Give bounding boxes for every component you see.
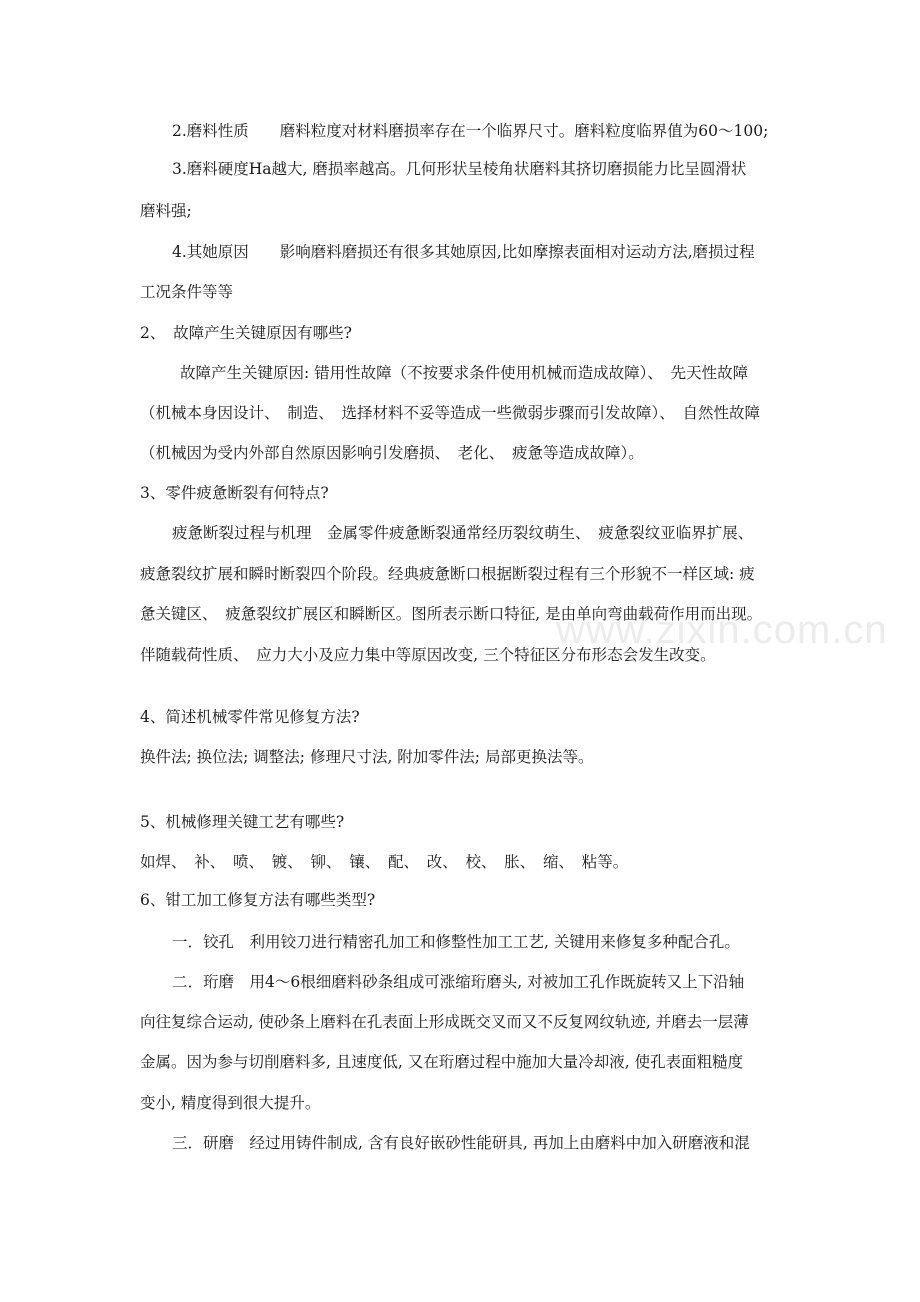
paragraph-line-22: 向往复综合运动, 使砂条上磨料在孔表面上形成既交叉而又不反复网纹轨迹, 并磨去一层薄 xyxy=(140,1013,749,1031)
paragraph-line-12: 疲惫裂纹扩展和瞬时断裂四个阶段。经典疲惫断口根据断裂过程有三个形貌不一样区域: 疲 xyxy=(140,565,755,583)
question-heading-5: 5、机械修理关键工艺有哪些? xyxy=(140,813,345,831)
paragraph-line-16: 换件法; 换位法; 调整法; 修理尺寸法, 附加零件法; 局部更换法等。 xyxy=(140,748,594,766)
paragraph-line-5: 工况条件等等 xyxy=(140,283,234,301)
paragraph-line-21: 二．珩磨 用4～6根细磨料砂条组成可涨缩珩磨头, 对被加工孔作既旋转又上下沿轴 xyxy=(172,973,745,991)
paragraph-line-3: 磨料强; xyxy=(140,202,192,220)
watermark-text: www.zixin.com.cn xyxy=(556,608,888,652)
paragraph-line-24: 变小, 精度得到很大提升。 xyxy=(140,1094,321,1112)
paragraph-line-4: 4.其她原因 影响磨料磨损还有很多其她原因,比如摩擦表面相对运动方法,磨损过程 xyxy=(172,243,755,261)
paragraph-line-9: （机械因为受内外部自然原因影响引发磨损、 老化、 疲惫等造成故障）。 xyxy=(140,444,644,462)
question-heading-2: 2、 故障产生关键原因有哪些? xyxy=(140,324,352,342)
paragraph-line-8: （机械本身因设计、 制造、 选择材料不妥等造成一些微弱步骤而引发故障）、 自然性故障 xyxy=(140,404,761,422)
paragraph-line-2: 3.磨料硬度Ha越大, 磨损率越高。几何形状呈棱角状磨料其挤切磨损能力比呈圆滑状 xyxy=(172,160,747,178)
question-heading-3: 3、零件疲惫断裂有何特点? xyxy=(140,484,329,502)
paragraph-line-23: 金属。因为参与切削磨料多, 且速度低, 又在珩磨过程中施加大量冷却液, 使孔表面粗糙度 xyxy=(140,1053,744,1071)
paragraph-line-14: 伴随载荷性质、 应力大小及应力集中等原因改变, 三个特征区分布形态会发生改变。 xyxy=(140,646,716,664)
question-heading-6: 6、钳工加工修复方法有哪些类型? xyxy=(140,891,376,909)
paragraph-line-25: 三．研磨 经过用铸件制成, 含有良好嵌砂性能研具, 再加上由磨料中加入研磨液和混 xyxy=(172,1134,750,1152)
paragraph-line-13: 惫关键区、 疲惫裂纹扩展区和瞬断区。图所表示断口特征, 是由单向弯曲载荷作用而出现。 xyxy=(140,605,763,623)
paragraph-line-18: 如焊、 补、 喷、 镀、 铆、 镶、 配、 改、 校、 胀、 缩、 粘等。 xyxy=(140,853,629,871)
paragraph-line-20: 一．铰孔 利用铰刀进行精密孔加工和修整性加工工艺, 关键用来修复多种配合孔。 xyxy=(172,933,740,951)
paragraph-line-11: 疲惫断裂过程与机理 金属零件疲惫断裂通常经历裂纹萌生、 疲惫裂纹亚临界扩展、 xyxy=(172,524,754,542)
paragraph-line-1: 2.磨料性质 磨料粒度对材料磨损率存在一个临界尺寸。磨料粒度临界值为60～100; xyxy=(172,122,769,140)
paragraph-line-7: 故障产生关键原因: 错用性故障（不按要求条件使用机械而造成故障）、 先天性故障 xyxy=(180,364,749,382)
question-heading-4: 4、简述机械零件常见修复方法? xyxy=(140,708,360,726)
